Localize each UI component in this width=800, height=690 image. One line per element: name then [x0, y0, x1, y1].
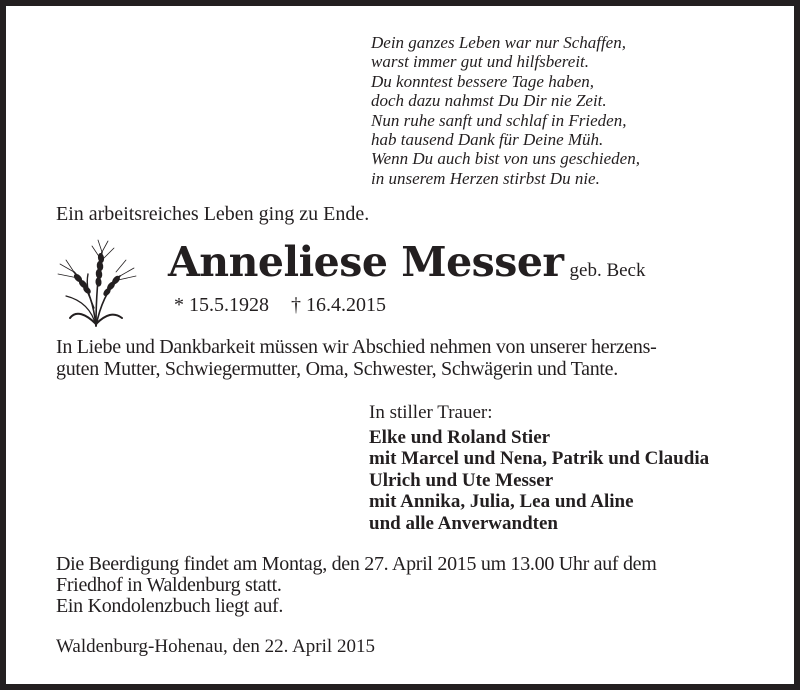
- mourner-line: Ulrich und Ute Messer: [369, 469, 554, 491]
- poem-line: warst immer gut und hilfsbereit.: [371, 52, 590, 72]
- mourner-line: und alle Anverwandten: [369, 512, 558, 534]
- poem-line: Dein ganzes Leben war nur Schaffen,: [371, 33, 626, 52]
- poem-line: Du konntest bessere Tage haben,: [371, 71, 595, 91]
- funeral-line: Die Beerdigung findet am Montag, den 27. April 2015 um 13.00 Uhr auf dem: [56, 553, 657, 575]
- deceased-name-row: [168, 238, 646, 286]
- message-line: In Liebe und Dankbarkeit müssen wir Abschied nehmen von unserer herzens-: [56, 336, 657, 358]
- intro-text: Ein arbeitsreiches Leben ging zu Ende.: [56, 203, 370, 225]
- wheat-icon: [52, 238, 140, 328]
- deceased-name: Anneliese Messer: [168, 238, 564, 286]
- mourners-block: [369, 402, 709, 535]
- obituary-notice: [6, 6, 794, 684]
- mourner-line: Elke und Roland Stier: [369, 426, 551, 448]
- farewell-message: [56, 336, 656, 380]
- poem-line: Wenn Du auch bist von uns geschieden,: [371, 149, 640, 169]
- poem-line: hab tausend Dank für Deine Müh.: [371, 130, 604, 150]
- funeral-info: [56, 554, 657, 617]
- birth-date: * 15.5.1928: [174, 294, 269, 316]
- mourners-label: In stiller Trauer:: [369, 402, 493, 423]
- place-and-date: Waldenburg-Hohenau, den 22. April 2015: [56, 636, 375, 657]
- life-dates: [174, 294, 386, 317]
- mourner-line: mit Marcel und Nena, Patrik und Claudia: [369, 448, 710, 470]
- funeral-line: Friedhof in Waldenburg statt.: [56, 574, 282, 596]
- funeral-line: Ein Kondolenzbuch liegt auf.: [56, 595, 284, 617]
- death-date: † 16.4.2015: [291, 294, 386, 316]
- poem-line: Nun ruhe sanft und schlaf in Frieden,: [371, 110, 627, 130]
- poem-line: in unserem Herzen stirbst Du nie.: [371, 168, 600, 188]
- mourner-line: mit Annika, Julia, Lea und Aline: [369, 491, 634, 513]
- maiden-name: geb. Beck: [569, 260, 646, 281]
- memorial-poem: [371, 33, 640, 188]
- message-line: guten Mutter, Schwiegermutter, Oma, Schwester, Schwägerin und Tante.: [56, 358, 618, 380]
- poem-line: doch dazu nahmst Du Dir nie Zeit.: [371, 91, 607, 111]
- mourners-names: [369, 427, 709, 535]
